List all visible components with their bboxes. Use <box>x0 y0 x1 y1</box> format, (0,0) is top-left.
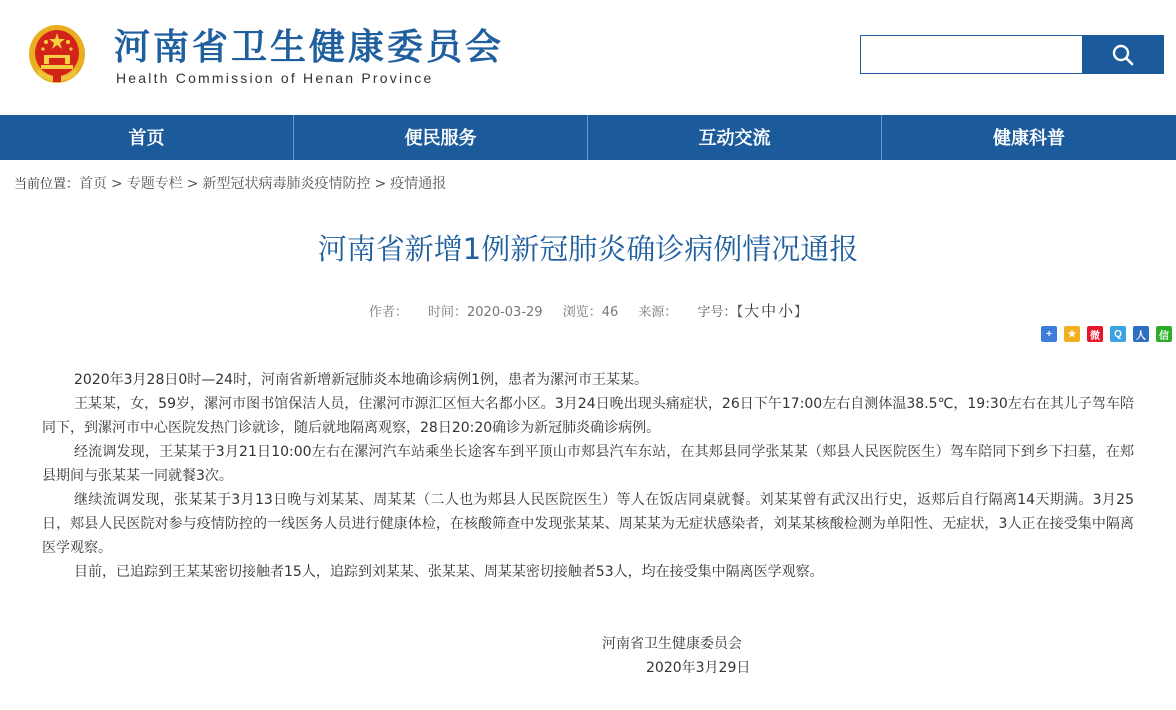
breadcrumb-separator: > <box>186 176 199 192</box>
meta-author: 作者： <box>368 305 408 320</box>
article-title: 河南省新增1例新冠肺炎确诊病例情况通报 <box>317 232 859 266</box>
site-title: 河南省卫生健康委员会 <box>114 27 505 68</box>
font-size-large[interactable]: 大 <box>744 302 760 320</box>
article-paragraph: 经流调发现，王某某于3月21日10:00左右在漯河汽车站乘坐长途客车到平顶山市郏县汽车东站，在其郏县同学张某某（郏县人民医院医生）驾车陪同下到乡下扫墓，在郏县期间与张某某一同就餐3次。 <box>42 444 1134 484</box>
site-header <box>0 0 1176 115</box>
font-size-label: 字号： <box>697 305 737 320</box>
breadcrumb <box>14 173 446 193</box>
font-size-open-bracket: 【 <box>736 305 744 320</box>
search-button[interactable] <box>1082 35 1164 74</box>
meta-source: 来源： <box>638 305 678 320</box>
breadcrumb-separator: > <box>374 176 387 192</box>
nav-item-interaction[interactable]: 互动交流 <box>588 115 882 160</box>
breadcrumb-link-special[interactable]: 专题专栏 <box>126 176 183 192</box>
search-input[interactable] <box>860 35 1083 74</box>
font-size-small[interactable]: 小 <box>778 302 794 320</box>
article-signature: 河南省卫生健康委员会 <box>602 636 742 652</box>
share-qq-icon[interactable]: Q <box>1110 326 1126 342</box>
breadcrumb-label: 当前位置： <box>14 177 80 192</box>
article-paragraph: 2020年3月28日0时—24时，河南省新增新冠肺炎本地确诊病例1例，患者为漯河市王某某。 <box>74 372 648 388</box>
search-icon <box>1112 44 1134 66</box>
font-size-close-bracket: 】 <box>794 305 808 320</box>
main-nav <box>0 115 1176 160</box>
breadcrumb-link-home[interactable]: 首页 <box>79 176 108 192</box>
article-meta <box>0 300 1176 321</box>
font-size-control <box>697 302 808 320</box>
national-emblem-icon <box>27 24 87 86</box>
nav-item-home[interactable]: 首页 <box>0 115 294 160</box>
meta-time: 时间：2020-03-29 <box>428 305 543 320</box>
article-paragraph: 继续流调发现，张某某于3月13日晚与刘某某、周某某（二人也为郏县人民医院医生）等人在饭店同桌就餐。刘某某曾有武汉出行史，返郏后自行隔离14天期满。3月25日，郏县人民医院对参与疫情防控的一线医务人员进行健康体检，在核酸筛查中发现张某某、周某某为无症状感染者，刘某某核酸检测为单阳性、无症状，3人正在接受集中隔离医学观察。 <box>42 492 1134 556</box>
breadcrumb-link-report[interactable]: 疫情通报 <box>390 176 447 192</box>
share-more-icon[interactable]: + <box>1041 326 1057 342</box>
share-qzone-icon[interactable]: ★ <box>1064 326 1080 342</box>
article-body <box>42 368 1134 584</box>
share-bar <box>1041 326 1172 342</box>
breadcrumb-separator: > <box>111 176 123 192</box>
article-paragraph: 目前，已追踪到王某某密切接触者15人，追踪到刘某某、张某某、周某某密切接触者53人，均在接受集中隔离医学观察。 <box>74 564 824 580</box>
share-renren-icon[interactable]: 人 <box>1133 326 1149 342</box>
font-size-medium[interactable]: 中 <box>761 302 777 320</box>
nav-item-services[interactable]: 便民服务 <box>294 115 588 160</box>
nav-item-health-science[interactable]: 健康科普 <box>993 128 1065 149</box>
share-weibo-icon[interactable]: 微 <box>1087 326 1103 342</box>
meta-views: 浏览：46 <box>562 305 619 320</box>
article-date: 2020年3月29日 <box>646 660 751 676</box>
article-paragraph: 王某某，女，59岁，漯河市图书馆保洁人员，住漯河市源汇区恒大名都小区。3月24日晚出现头痛症状，26日下午17:00左右自测体温38.5℃，19:30左右在其儿子驾车陪同下，到漯河市中心医院发热门诊就诊，随后就地隔离观察，28日20:20确诊为新冠肺炎确诊病例。 <box>42 396 1134 436</box>
site-subtitle: Health Commission of Henan Province <box>116 70 434 86</box>
share-wechat-icon[interactable]: 信 <box>1156 326 1172 342</box>
breadcrumb-link-covid[interactable]: 新型冠状病毒肺炎疫情防控 <box>202 176 371 192</box>
